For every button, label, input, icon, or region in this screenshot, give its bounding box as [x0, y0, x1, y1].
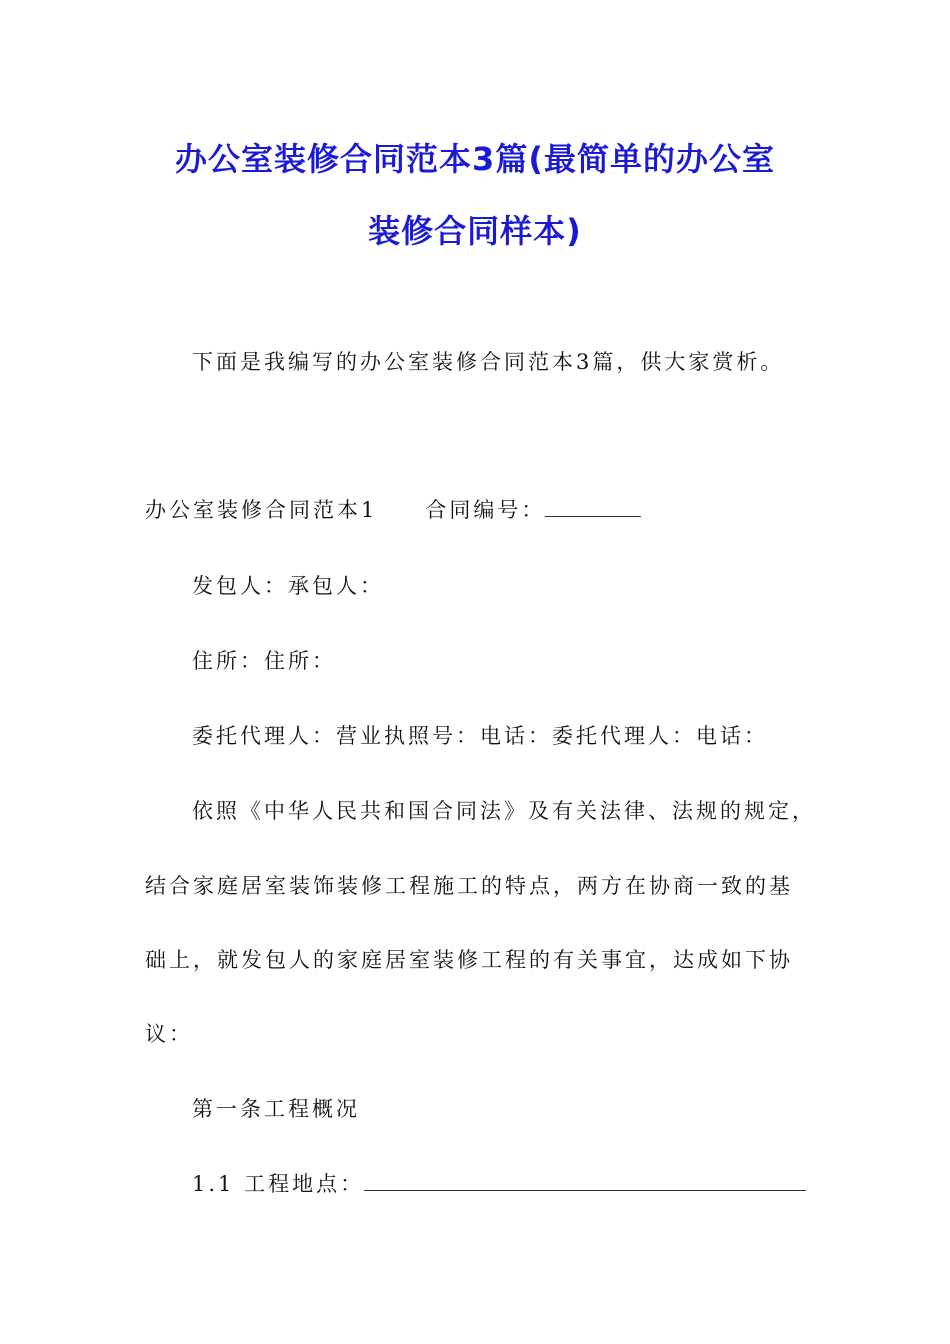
contract-number-label: 合同编号： — [425, 498, 546, 522]
paragraph-line-2: 结合家庭居室装饰装修工程施工的特点，两方在协商一致的基 — [145, 874, 793, 898]
parties-line: 发包人：承包人： — [192, 574, 384, 598]
paragraph-line-4: 议： — [145, 1022, 193, 1046]
item-1-1-label: 1.1 工程地点： — [192, 1172, 365, 1196]
address-line: 住所：住所： — [192, 649, 336, 673]
paragraph-line-3: 础上，就发包人的家庭居室装修工程的有关事宜，达成如下协 — [145, 948, 793, 972]
document-title-line-2: 装修合同样本) — [368, 212, 582, 250]
article-1-heading: 第一条工程概况 — [192, 1097, 360, 1121]
contract-number-blank — [545, 494, 641, 517]
contract-heading: 办公室装修合同范本1 — [145, 498, 378, 522]
contract-heading-row — [145, 494, 641, 524]
document-title-line-1: 办公室装修合同范本3篇(最简单的办公室 — [175, 140, 775, 178]
item-1-1-blank — [364, 1168, 806, 1191]
agents-line: 委托代理人：营业执照号：电话：委托代理人：电话： — [192, 724, 768, 748]
intro-paragraph: 下面是我编写的办公室装修合同范本3篇，供大家赏析。 — [192, 350, 785, 374]
item-1-1-row — [192, 1168, 806, 1198]
paragraph-line-1: 依照《中华人民共和国合同法》及有关法律、法规的规定， — [192, 799, 816, 823]
